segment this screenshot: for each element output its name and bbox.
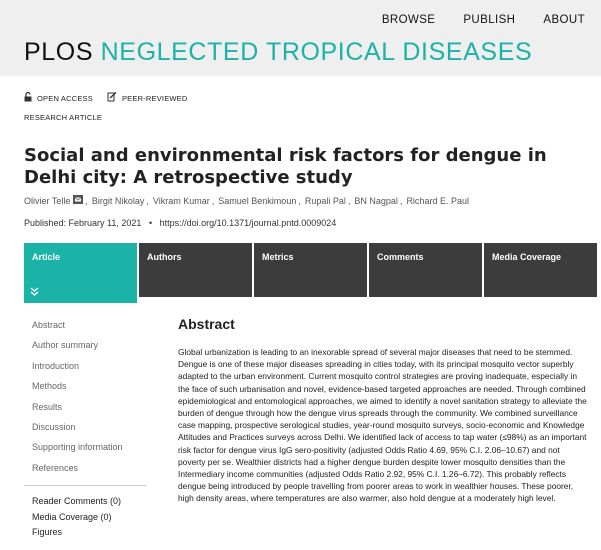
section-link-methods[interactable]: Methods (32, 381, 67, 392)
nav-browse[interactable]: BROWSE (381, 14, 436, 26)
email-icon[interactable] (73, 195, 83, 206)
section-nav (32, 320, 123, 483)
tab-label: Comments (377, 252, 424, 262)
tab-label: Authors (147, 252, 182, 262)
tab-metrics[interactable] (254, 243, 367, 297)
tab-authors[interactable] (139, 243, 252, 297)
brand-plos: PLOS (24, 38, 94, 66)
main-nav (354, 14, 585, 26)
tab-label: Metrics (262, 252, 294, 262)
author-list: Olivier Telle , Birgit Nikolay , Vikram Kumar , Samuel Benkimoun , Rupali Pal , BN Nagpal , Richard E. Paul (24, 195, 469, 206)
tab-media-coverage[interactable] (484, 243, 597, 297)
nav-publish[interactable]: PUBLISH (463, 14, 516, 26)
open-lock-icon (24, 92, 32, 104)
sidebar-links (24, 485, 146, 543)
brand-journal: NEGLECTED TROPICAL DISEASES (100, 38, 533, 66)
tab-label: Media Coverage (492, 252, 562, 262)
nav-about[interactable]: ABOUT (543, 14, 585, 26)
doi-link[interactable]: https://doi.org/10.1371/journal.pntd.0009024 (159, 218, 337, 228)
article-tabs (24, 243, 601, 297)
author-name[interactable]: Samuel Benkimoun (218, 195, 297, 206)
tab-comments[interactable] (369, 243, 482, 297)
peer-review-icon (107, 92, 117, 104)
author-name[interactable]: Richard E. Paul (406, 195, 469, 206)
peer-reviewed-label: PEER-REVIEWED (121, 93, 188, 103)
section-link-supporting-information[interactable]: Supporting information (32, 442, 123, 453)
figures-link[interactable]: Figures (32, 527, 63, 537)
bullet-separator: • (148, 218, 153, 228)
publication-info (24, 218, 336, 228)
section-link-references[interactable]: References (32, 462, 79, 473)
published-date: Published: February 11, 2021 (24, 218, 142, 228)
article-title: Social and environmental risk factors for dengue in Delhi city: A retrospective study (24, 145, 547, 188)
abstract-heading: Abstract (178, 316, 235, 332)
access-badges (24, 92, 202, 104)
abstract-text: Global urbanization is leading to an inexorable spread of several major diseases that need to be stemmed. Dengue is one of these major diseases spreading in cities today, with its principal mosquito vector superbly adapted to the urban environment. Current mosquito control strategies are proving inadequate, especially in the face of such urbanisation and novel, evidence-based targeted approaches are needed. Through combined epidemiological and entomological approaches, we aimed to identify a novel sanitation strategy to alleviate the burden of dengue through how the dengue virus spreads through the community. We combined surveillance case mapping, prospective serological studies, year-round mosquito surveys, socio-economic and Knowledge Attitudes and Practices surveys across Delhi. We identified lack of access to tap water (≤98%) as an important risk factor for dengue virus IgG sero-positivity (adjusted Odds Ratio 4.69, 95% C.I. 2.06–10.67) and not poverty per se. Wealthier districts had a higher dengue burden despite lower mosquito densities than the Intermediary income communities (adjusted Odds Ratio 2.92, 95% C.I. 1.26–6.72). This probably reflects dengue being introduced by people travelling from poorer areas to work in wealthier houses. These poorer, high density areas, where temperatures are also warmer, also hold dengue at a moderately high level. (178, 347, 587, 504)
media-coverage-link[interactable]: Media Coverage (0) (32, 511, 112, 522)
section-link-results[interactable]: Results (32, 401, 63, 412)
section-link-author-summary[interactable]: Author summary (32, 340, 99, 351)
journal-logo[interactable] (24, 38, 532, 67)
author-name[interactable]: Birgit Nikolay (91, 195, 145, 206)
article-type: RESEARCH ARTICLE (24, 113, 103, 122)
tab-label: Article (32, 252, 61, 262)
section-link-abstract[interactable]: Abstract (32, 320, 66, 330)
author-name[interactable]: Rupali Pal (304, 195, 346, 206)
author-name[interactable]: Olivier Telle (24, 195, 71, 206)
author-name[interactable]: Vikram Kumar (152, 195, 210, 206)
open-access-label: OPEN ACCESS (37, 93, 93, 103)
tab-article[interactable] (24, 243, 137, 303)
double-chevron-down-icon (30, 287, 39, 298)
top-bar (0, 0, 601, 76)
author-name[interactable]: BN Nagpal (354, 195, 398, 206)
reader-comments-link[interactable]: Reader Comments (0) (32, 496, 122, 506)
section-link-discussion[interactable]: Discussion (32, 421, 76, 432)
section-link-introduction[interactable]: Introduction (32, 360, 80, 371)
